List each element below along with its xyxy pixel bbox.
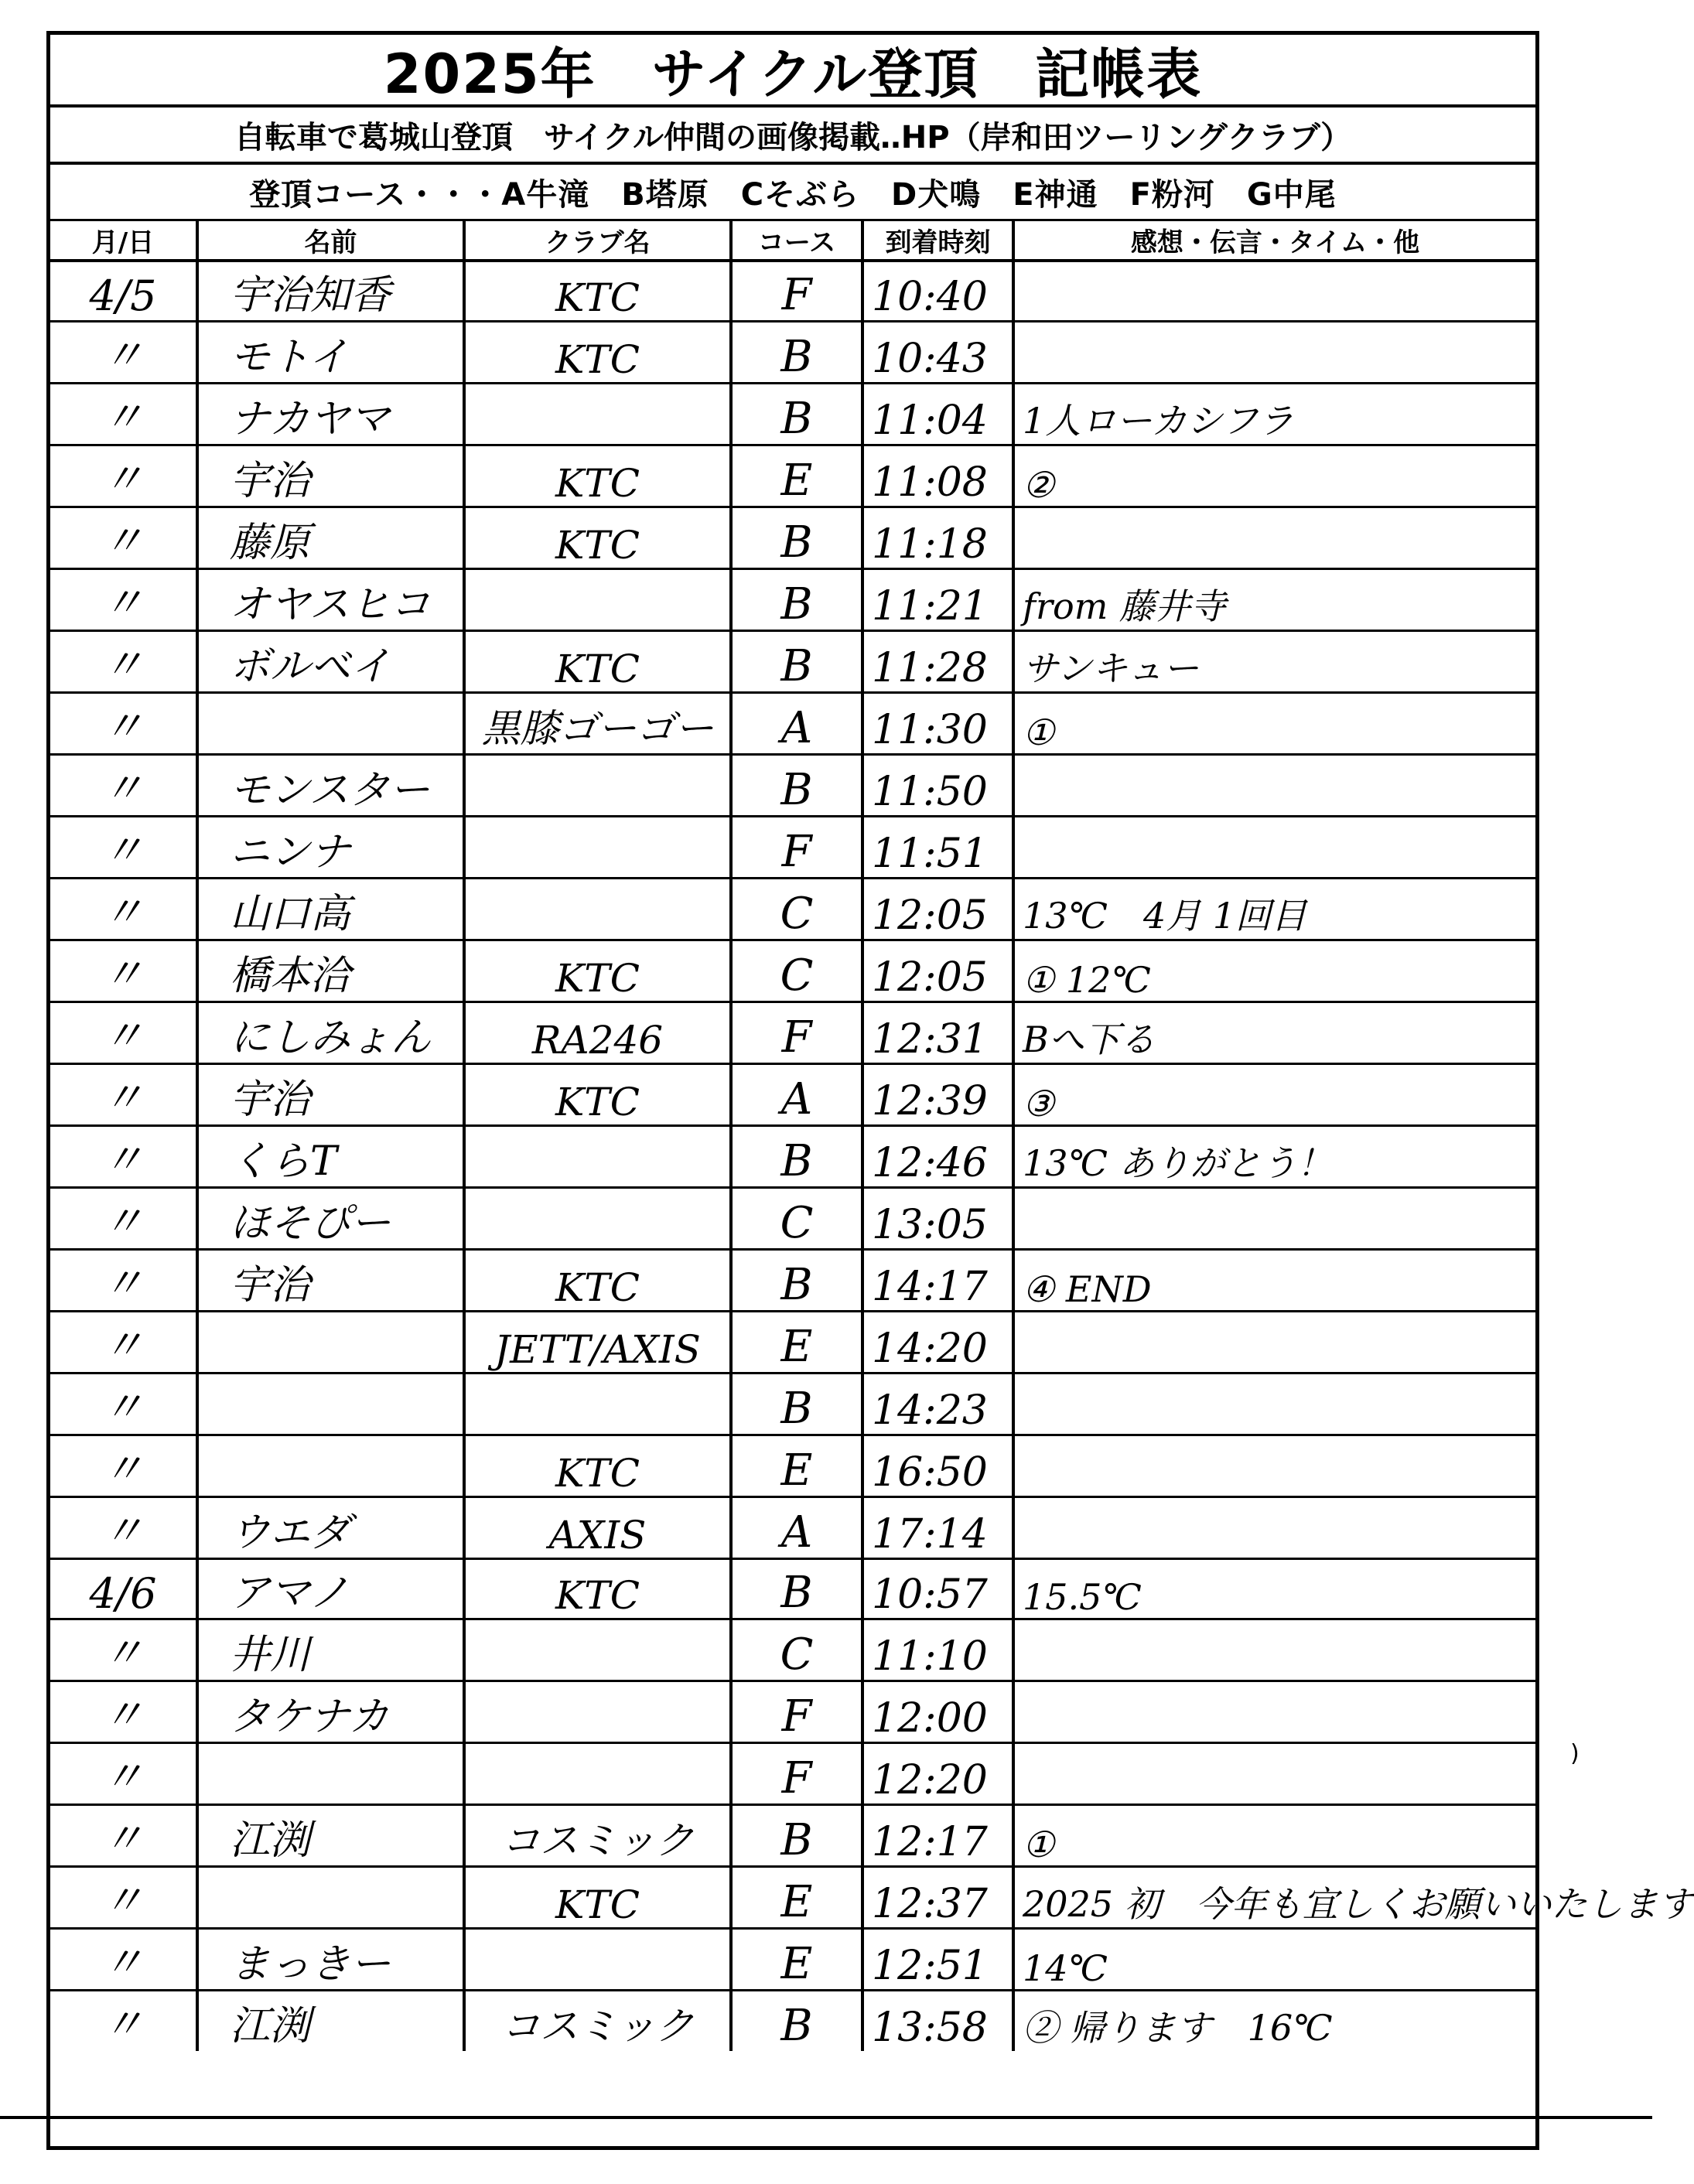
cell-time: 12:46 xyxy=(862,1126,1013,1188)
cell-date: 〃 xyxy=(50,1064,197,1126)
cell-course: C xyxy=(731,879,862,940)
cell-club: KTC xyxy=(464,1064,731,1126)
cell-club xyxy=(464,1374,731,1435)
cell-course: B xyxy=(731,1250,862,1312)
table-row xyxy=(50,384,1535,445)
cell-date: 〃 xyxy=(50,1312,197,1374)
cell-course: F xyxy=(731,261,862,322)
cell-course: E xyxy=(731,445,862,507)
cell-club: KTC xyxy=(464,322,731,384)
cell-note: サンキュー xyxy=(1013,631,1535,693)
cell-name: 橋本洽 xyxy=(197,940,464,1002)
cell-date: 〃 xyxy=(50,940,197,1002)
cell-course: E xyxy=(731,1435,862,1497)
cell-time: 11:51 xyxy=(862,817,1013,879)
cell-time: 12:05 xyxy=(862,879,1013,940)
cell-time: 13:58 xyxy=(862,1991,1013,2052)
table-row xyxy=(50,1619,1535,1681)
cell-club xyxy=(464,1188,731,1250)
cell-time: 11:50 xyxy=(862,755,1013,817)
cell-name xyxy=(197,1435,464,1497)
cell-club: KTC xyxy=(464,507,731,569)
cell-date: 〃 xyxy=(50,817,197,879)
table-row xyxy=(50,940,1535,1002)
cell-course: B xyxy=(731,384,862,445)
cell-name: 宇治知香 xyxy=(197,261,464,322)
cell-name: 宇治 xyxy=(197,445,464,507)
cell-date: 〃 xyxy=(50,1126,197,1188)
cell-name xyxy=(197,1374,464,1435)
cell-date: 〃 xyxy=(50,1619,197,1681)
cell-name: ニンナ xyxy=(197,817,464,879)
cell-note: 13℃ 4月 1回目 xyxy=(1013,879,1535,940)
cell-date: 〃 xyxy=(50,1681,197,1743)
col-header-note: 感想・伝言・タイム・他 xyxy=(1013,221,1535,261)
table-row xyxy=(50,1188,1535,1250)
cell-date: 〃 xyxy=(50,1743,197,1805)
cell-time: 17:14 xyxy=(862,1497,1013,1559)
cell-date: 〃 xyxy=(50,1991,197,2052)
cell-note: ③ xyxy=(1013,1064,1535,1126)
cell-note: ④ END xyxy=(1013,1250,1535,1312)
cell-club xyxy=(464,817,731,879)
cell-course: E xyxy=(731,1929,862,1991)
cell-date: 〃 xyxy=(50,1867,197,1929)
cell-club: AXIS xyxy=(464,1497,731,1559)
cell-time: 11:30 xyxy=(862,693,1013,755)
cell-date: 〃 xyxy=(50,1497,197,1559)
table-row xyxy=(50,1805,1535,1867)
cell-name: ボルベイ xyxy=(197,631,464,693)
cell-date: 〃 xyxy=(50,507,197,569)
cell-name: 山口高 xyxy=(197,879,464,940)
cell-date: 〃 xyxy=(50,1435,197,1497)
cell-name: アマノ xyxy=(197,1559,464,1619)
cell-name: ナカヤマ xyxy=(197,384,464,445)
cell-time: 11:21 xyxy=(862,569,1013,631)
cell-club: KTC xyxy=(464,1250,731,1312)
cell-time: 11:18 xyxy=(862,507,1013,569)
table-row xyxy=(50,1929,1535,1991)
cell-time: 12:51 xyxy=(862,1929,1013,1991)
cell-course: B xyxy=(731,631,862,693)
cell-time: 12:05 xyxy=(862,940,1013,1002)
cell-club: KTC xyxy=(464,1867,731,1929)
cell-name: モトイ xyxy=(197,322,464,384)
cell-time: 14:20 xyxy=(862,1312,1013,1374)
cell-course: B xyxy=(731,507,862,569)
cell-note: 14℃ xyxy=(1013,1929,1535,1991)
cell-date: 4/6 xyxy=(50,1559,197,1619)
table-row xyxy=(50,1435,1535,1497)
table-row xyxy=(50,507,1535,569)
cell-name: 宇治 xyxy=(197,1250,464,1312)
cell-note: ② xyxy=(1013,445,1535,507)
table-row xyxy=(50,261,1535,322)
cell-date: 〃 xyxy=(50,1188,197,1250)
cell-course: B xyxy=(731,1559,862,1619)
table-row xyxy=(50,1064,1535,1126)
cell-note xyxy=(1013,322,1535,384)
table-row xyxy=(50,693,1535,755)
cell-name: にしみょん xyxy=(197,1002,464,1064)
table-row xyxy=(50,1991,1535,2052)
cell-time: 12:00 xyxy=(862,1681,1013,1743)
cell-course: B xyxy=(731,1991,862,2052)
table-row xyxy=(50,1681,1535,1743)
cell-time: 14:23 xyxy=(862,1374,1013,1435)
col-header-date: 月/日 xyxy=(50,221,197,261)
table-row xyxy=(50,1743,1535,1805)
page-subtitle: 自転車で葛城山登頂 サイクル仲間の画像掲載‥HP（岸和田ツーリングクラブ） xyxy=(50,107,1535,165)
table-row xyxy=(50,322,1535,384)
cell-note xyxy=(1013,1619,1535,1681)
cell-club xyxy=(464,1929,731,1991)
cell-course: B xyxy=(731,1805,862,1867)
cell-course: A xyxy=(731,1497,862,1559)
cell-time: 12:17 xyxy=(862,1805,1013,1867)
cell-club xyxy=(464,1681,731,1743)
cell-club xyxy=(464,1619,731,1681)
cell-date: 〃 xyxy=(50,384,197,445)
cell-note xyxy=(1013,817,1535,879)
cell-course: F xyxy=(731,1681,862,1743)
cell-name: 藤原 xyxy=(197,507,464,569)
cell-club xyxy=(464,755,731,817)
table-row xyxy=(50,1250,1535,1312)
cell-date: 〃 xyxy=(50,1250,197,1312)
cell-note: 13℃ ありがとう！ xyxy=(1013,1126,1535,1188)
cell-club: コスミック xyxy=(464,1805,731,1867)
cell-note xyxy=(1013,1312,1535,1374)
cell-name: まっきー xyxy=(197,1929,464,1991)
cell-time: 12:31 xyxy=(862,1002,1013,1064)
cell-course: A xyxy=(731,693,862,755)
cell-note: ① xyxy=(1013,1805,1535,1867)
cell-time: 10:57 xyxy=(862,1559,1013,1619)
cell-note: 15.5℃ xyxy=(1013,1559,1535,1619)
table-row xyxy=(50,1126,1535,1188)
col-header-time: 到着時刻 xyxy=(862,221,1013,261)
col-header-course: コース xyxy=(731,221,862,261)
cell-club xyxy=(464,879,731,940)
table-row xyxy=(50,1497,1535,1559)
cell-course: B xyxy=(731,322,862,384)
cell-name: 井川 xyxy=(197,1619,464,1681)
cell-note xyxy=(1013,1497,1535,1559)
cell-club: JETT/AXIS xyxy=(464,1312,731,1374)
cell-name: オヤスヒコ xyxy=(197,569,464,631)
cell-name: 宇治 xyxy=(197,1064,464,1126)
cell-time: 11:10 xyxy=(862,1619,1013,1681)
cell-course: C xyxy=(731,940,862,1002)
cell-time: 12:37 xyxy=(862,1867,1013,1929)
cell-course: C xyxy=(731,1188,862,1250)
cell-note: Bへ下る xyxy=(1013,1002,1535,1064)
stray-pen-mark: ) xyxy=(1570,1740,1580,1767)
table-row xyxy=(50,1374,1535,1435)
table-row xyxy=(50,631,1535,693)
cell-note xyxy=(1013,1681,1535,1743)
cell-time: 12:39 xyxy=(862,1064,1013,1126)
cell-name: 江渕 xyxy=(197,1991,464,2052)
cell-note: 1人ローカシフラ xyxy=(1013,384,1535,445)
cell-name xyxy=(197,1743,464,1805)
cell-name xyxy=(197,1312,464,1374)
cell-time: 13:05 xyxy=(862,1188,1013,1250)
cell-club: KTC xyxy=(464,261,731,322)
table-row xyxy=(50,1312,1535,1374)
cell-date: 4/5 xyxy=(50,261,197,322)
cell-date: 〃 xyxy=(50,569,197,631)
logbook-sheet xyxy=(46,31,1694,2150)
cell-date: 〃 xyxy=(50,1002,197,1064)
cell-name xyxy=(197,693,464,755)
cell-course: B xyxy=(731,755,862,817)
cell-course: B xyxy=(731,569,862,631)
col-header-name: 名前 xyxy=(197,221,464,261)
table-row xyxy=(50,1559,1535,1619)
cell-course: E xyxy=(731,1867,862,1929)
cell-name: くらT xyxy=(197,1126,464,1188)
cell-date: 〃 xyxy=(50,445,197,507)
cell-note xyxy=(1013,1374,1535,1435)
log-body xyxy=(50,261,1694,2051)
cell-note xyxy=(1013,1435,1535,1497)
cell-time: 11:04 xyxy=(862,384,1013,445)
cell-time: 10:43 xyxy=(862,322,1013,384)
cell-course: A xyxy=(731,1064,862,1126)
cell-date: 〃 xyxy=(50,322,197,384)
cell-club xyxy=(464,1743,731,1805)
cell-note xyxy=(1013,1188,1535,1250)
cell-club: コスミック xyxy=(464,1991,731,2052)
cell-date: 〃 xyxy=(50,631,197,693)
table-row xyxy=(50,1002,1535,1064)
cell-note: ② 帰ります 16℃ xyxy=(1023,2007,1333,2049)
cell-note xyxy=(1013,1743,1535,1805)
cell-note xyxy=(1013,755,1535,817)
cell-course: C xyxy=(731,1619,862,1681)
cell-course: B xyxy=(731,1126,862,1188)
table-row xyxy=(50,445,1535,507)
cell-time: 11:28 xyxy=(862,631,1013,693)
cell-club: RA246 xyxy=(464,1002,731,1064)
cell-date: 〃 xyxy=(50,693,197,755)
cell-date: 〃 xyxy=(50,879,197,940)
page-title: 2025年 サイクル登頂 記帳表 xyxy=(50,35,1535,107)
cell-note: from 藤井寺 xyxy=(1013,569,1535,631)
table-row xyxy=(50,1867,1535,1929)
cell-time: 11:08 xyxy=(862,445,1013,507)
cell-date: 〃 xyxy=(50,755,197,817)
cell-course: F xyxy=(731,1743,862,1805)
cell-club: KTC xyxy=(464,631,731,693)
cell-note: ① xyxy=(1013,693,1535,755)
course-legend: 登頂コース・・・A牛滝 B塔原 Cそぶら D犬鳴 E神通 F粉河 G中尾 xyxy=(50,165,1535,221)
cell-club xyxy=(464,384,731,445)
cell-name: 江渕 xyxy=(197,1805,464,1867)
cell-time: 14:17 xyxy=(862,1250,1013,1312)
cell-course: B xyxy=(731,1374,862,1435)
cell-club: KTC xyxy=(464,1435,731,1497)
cell-date: 〃 xyxy=(50,1374,197,1435)
cell-date: 〃 xyxy=(50,1805,197,1867)
cell-time: 16:50 xyxy=(862,1435,1013,1497)
cell-club: 黒膝ゴーゴー xyxy=(464,693,731,755)
cell-club xyxy=(464,569,731,631)
header-row xyxy=(50,221,1535,261)
cell-club: KTC xyxy=(464,1559,731,1619)
cell-name: ウエダ xyxy=(197,1497,464,1559)
table-row xyxy=(50,817,1535,879)
cell-note xyxy=(1013,261,1535,322)
cell-time: 12:20 xyxy=(862,1743,1013,1805)
log-table xyxy=(50,221,1694,2051)
cell-date: 〃 xyxy=(50,1929,197,1991)
cell-time: 10:40 xyxy=(862,261,1013,322)
cell-name: ほそぴー xyxy=(197,1188,464,1250)
col-header-club: クラブ名 xyxy=(464,221,731,261)
cell-course: F xyxy=(731,817,862,879)
cell-club: KTC xyxy=(464,940,731,1002)
stray-pen-line xyxy=(0,2116,1652,2119)
cell-name: タケナカ xyxy=(197,1681,464,1743)
cell-note: 2025 初 今年も宜しくお願いいたします xyxy=(1013,1867,1535,1929)
cell-course: E xyxy=(731,1312,862,1374)
cell-note: ① 12℃ xyxy=(1013,940,1535,1002)
table-row xyxy=(50,569,1535,631)
cell-club: KTC xyxy=(464,445,731,507)
cell-note xyxy=(1013,507,1535,569)
cell-name xyxy=(197,1867,464,1929)
table-row xyxy=(50,755,1535,817)
cell-course: F xyxy=(731,1002,862,1064)
cell-club xyxy=(464,1126,731,1188)
cell-name: モンスター xyxy=(197,755,464,817)
table-row xyxy=(50,879,1535,940)
